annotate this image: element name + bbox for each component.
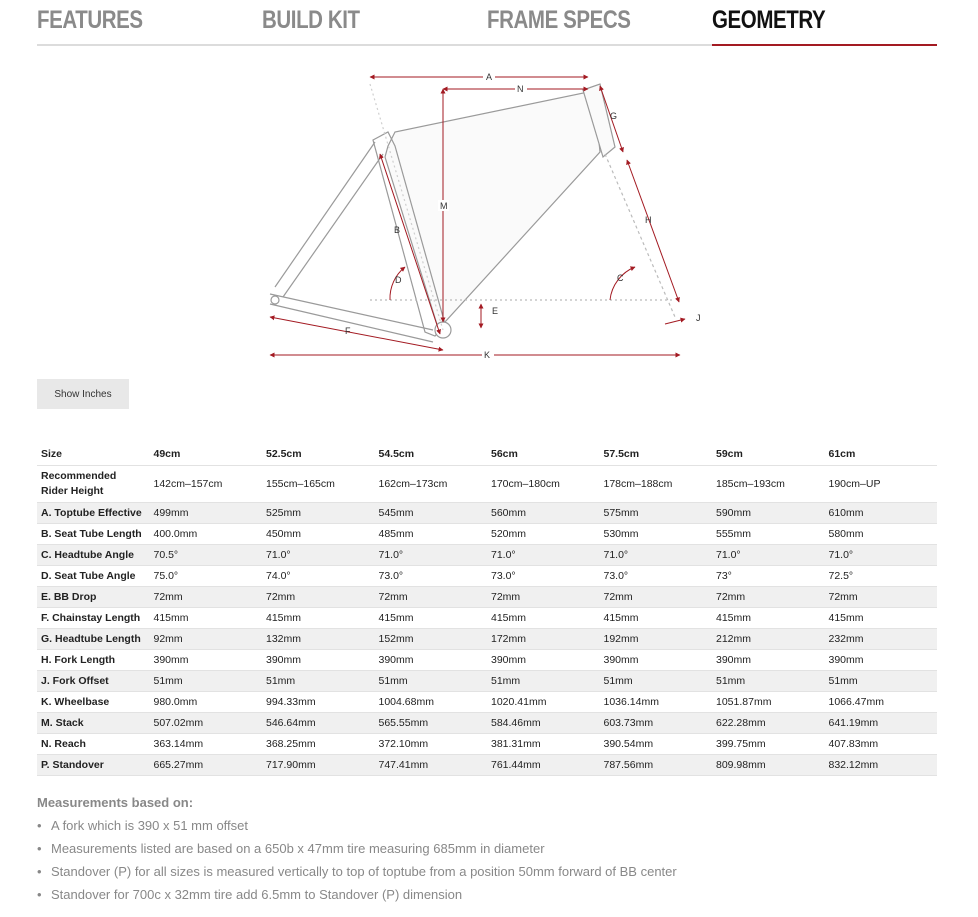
table-row — [37, 524, 937, 545]
table-cell: 381.31mm — [487, 734, 600, 755]
table-row — [37, 713, 937, 734]
header-cell: 52.5cm — [262, 443, 375, 466]
table-cell: 415mm — [487, 608, 600, 629]
table-row — [37, 587, 937, 608]
table-cell: 92mm — [150, 629, 263, 650]
table-cell: 185cm–193cm — [712, 466, 825, 503]
row-label: K. Wheelbase — [37, 692, 150, 713]
note-item: • Standover (P) for all sizes is measured vertically to top of toptube from a position 50mm forward of BB center — [51, 860, 937, 883]
table-cell: 1051.87mm — [712, 692, 825, 713]
table-cell: 641.19mm — [825, 713, 938, 734]
table-cell: 72mm — [825, 587, 938, 608]
label-f: F — [345, 326, 351, 336]
row-label: C. Headtube Angle — [37, 545, 150, 566]
row-label: H. Fork Length — [37, 650, 150, 671]
label-c: C — [617, 273, 624, 283]
table-cell: 232mm — [825, 629, 938, 650]
table-cell: 73.0° — [375, 566, 488, 587]
table-cell: 761.44mm — [487, 755, 600, 776]
table-cell: 407.83mm — [825, 734, 938, 755]
label-e: E — [492, 306, 499, 316]
table-cell: 51mm — [825, 671, 938, 692]
table-cell: 565.55mm — [375, 713, 488, 734]
table-cell: 1020.41mm — [487, 692, 600, 713]
row-label: D. Seat Tube Angle — [37, 566, 150, 587]
table-cell: 72mm — [375, 587, 488, 608]
table-row — [37, 545, 937, 566]
notes-title: Measurements based on: — [37, 795, 194, 810]
table-cell: 832.12mm — [825, 755, 938, 776]
table-cell: 72mm — [262, 587, 375, 608]
table-cell: 390mm — [712, 650, 825, 671]
label-d: D — [395, 275, 402, 285]
table-row — [37, 755, 937, 776]
table-row — [37, 608, 937, 629]
row-label: M. Stack — [37, 713, 150, 734]
table-cell: 610mm — [825, 503, 938, 524]
table-cell: 73.0° — [487, 566, 600, 587]
tab-underline — [37, 44, 712, 46]
table-cell: 71.0° — [487, 545, 600, 566]
header-cell: 57.5cm — [600, 443, 713, 466]
measurement-notes — [37, 795, 937, 906]
tab-geometry[interactable]: GEOMETRY — [712, 6, 826, 34]
table-cell: 390mm — [487, 650, 600, 671]
table-row — [37, 629, 937, 650]
header-cell: 49cm — [150, 443, 263, 466]
table-cell: 390mm — [825, 650, 938, 671]
label-a: A — [486, 72, 493, 82]
table-cell: 575mm — [600, 503, 713, 524]
table-cell: 372.10mm — [375, 734, 488, 755]
table-cell: 162cm–173cm — [375, 466, 488, 503]
table-cell: 72mm — [600, 587, 713, 608]
table-cell: 70.5° — [150, 545, 263, 566]
table-cell: 51mm — [600, 671, 713, 692]
table-cell: 747.41mm — [375, 755, 488, 776]
table-cell: 400.0mm — [150, 524, 263, 545]
label-b: B — [394, 225, 401, 235]
table-cell: 71.0° — [600, 545, 713, 566]
table-cell: 450mm — [262, 524, 375, 545]
table-cell: 51mm — [150, 671, 263, 692]
show-inches-button[interactable]: Show Inches — [37, 379, 129, 409]
note-item: • A fork which is 390 x 51 mm offset — [51, 814, 937, 837]
table-cell: 390.54mm — [600, 734, 713, 755]
note-item: • Measurements listed are based on a 650b x 47mm tire measuring 685mm in diameter — [51, 837, 937, 860]
label-n: N — [517, 84, 524, 94]
table-cell: 622.28mm — [712, 713, 825, 734]
row-label: J. Fork Offset — [37, 671, 150, 692]
table-cell: 499mm — [150, 503, 263, 524]
table-cell: 530mm — [600, 524, 713, 545]
label-g: G — [610, 111, 618, 121]
table-row — [37, 734, 937, 755]
table-row — [37, 671, 937, 692]
row-label: G. Headtube Length — [37, 629, 150, 650]
table-cell: 555mm — [712, 524, 825, 545]
table-cell: 1036.14mm — [600, 692, 713, 713]
table-cell: 75.0° — [150, 566, 263, 587]
header-cell: 56cm — [487, 443, 600, 466]
table-cell: 390mm — [375, 650, 488, 671]
table-cell: 73.0° — [600, 566, 713, 587]
notes-list — [37, 814, 937, 906]
table-cell: 71.0° — [375, 545, 488, 566]
header-size: Size — [37, 443, 150, 466]
table-cell: 1066.47mm — [825, 692, 938, 713]
table-cell: 71.0° — [825, 545, 938, 566]
table-row — [37, 692, 937, 713]
table-cell: 980.0mm — [150, 692, 263, 713]
table-cell: 142cm–157cm — [150, 466, 263, 503]
table-cell: 51mm — [487, 671, 600, 692]
table-cell: 73° — [712, 566, 825, 587]
table-row — [37, 650, 937, 671]
table-cell: 71.0° — [262, 545, 375, 566]
table-cell: 72mm — [487, 587, 600, 608]
table-cell: 546.64mm — [262, 713, 375, 734]
table-cell: 178cm–188cm — [600, 466, 713, 503]
table-cell: 368.25mm — [262, 734, 375, 755]
table-cell: 520mm — [487, 524, 600, 545]
table-cell: 415mm — [825, 608, 938, 629]
row-label: P. Standover — [37, 755, 150, 776]
table-cell: 71.0° — [712, 545, 825, 566]
table-cell: 390mm — [150, 650, 263, 671]
table-cell: 717.90mm — [262, 755, 375, 776]
table-cell: 415mm — [712, 608, 825, 629]
table-cell: 415mm — [600, 608, 713, 629]
table-cell: 170cm–180cm — [487, 466, 600, 503]
table-cell: 560mm — [487, 503, 600, 524]
table-cell: 155cm–165cm — [262, 466, 375, 503]
table-cell: 415mm — [150, 608, 263, 629]
tab-frame-specs[interactable]: FRAME SPECS — [487, 6, 631, 34]
row-label: E. BB Drop — [37, 587, 150, 608]
table-cell: 809.98mm — [712, 755, 825, 776]
table-header-row — [37, 443, 937, 466]
table-cell: 51mm — [375, 671, 488, 692]
header-cell: 54.5cm — [375, 443, 488, 466]
table-cell: 584.46mm — [487, 713, 600, 734]
table-row — [37, 566, 937, 587]
table-cell: 192mm — [600, 629, 713, 650]
row-label: N. Reach — [37, 734, 150, 755]
table-cell: 994.33mm — [262, 692, 375, 713]
table-cell: 72mm — [150, 587, 263, 608]
label-h: H — [645, 215, 652, 225]
table-row — [37, 503, 937, 524]
row-label: A. Toptube Effective — [37, 503, 150, 524]
row-label: F. Chainstay Length — [37, 608, 150, 629]
geometry-diagram — [255, 62, 715, 367]
table-cell: 390mm — [600, 650, 713, 671]
geometry-table — [37, 443, 937, 776]
table-cell: 590mm — [712, 503, 825, 524]
table-cell: 132mm — [262, 629, 375, 650]
note-item: • Standover for 700c x 32mm tire add 6.5mm to Standover (P) dimension — [51, 883, 937, 906]
table-cell: 415mm — [375, 608, 488, 629]
table-cell: 74.0° — [262, 566, 375, 587]
table-cell: 1004.68mm — [375, 692, 488, 713]
table-cell: 172mm — [487, 629, 600, 650]
frame-outline — [270, 84, 675, 342]
table-cell: 51mm — [262, 671, 375, 692]
tab-bar — [37, 0, 937, 47]
table-cell: 580mm — [825, 524, 938, 545]
table-cell: 485mm — [375, 524, 488, 545]
table-cell: 507.02mm — [150, 713, 263, 734]
label-m: M — [440, 201, 448, 211]
tab-build-kit[interactable]: BUILD KIT — [262, 6, 360, 34]
table-cell: 603.73mm — [600, 713, 713, 734]
table-cell: 525mm — [262, 503, 375, 524]
table-cell: 415mm — [262, 608, 375, 629]
table-cell: 545mm — [375, 503, 488, 524]
table-cell: 190cm–UP — [825, 466, 938, 503]
table-cell: 399.75mm — [712, 734, 825, 755]
table-cell: 390mm — [262, 650, 375, 671]
row-label: B. Seat Tube Length — [37, 524, 150, 545]
row-label: Recommended Rider Height — [37, 466, 150, 503]
table-cell: 665.27mm — [150, 755, 263, 776]
tab-active-underline — [712, 44, 937, 46]
table-cell: 787.56mm — [600, 755, 713, 776]
table-cell: 152mm — [375, 629, 488, 650]
header-cell: 61cm — [825, 443, 938, 466]
header-cell: 59cm — [712, 443, 825, 466]
label-k: K — [484, 350, 491, 360]
table-cell: 212mm — [712, 629, 825, 650]
table-cell: 363.14mm — [150, 734, 263, 755]
table-cell: 51mm — [712, 671, 825, 692]
tab-features[interactable]: FEATURES — [37, 6, 143, 34]
table-row — [37, 466, 937, 503]
table-cell: 72.5° — [825, 566, 938, 587]
table-cell: 72mm — [712, 587, 825, 608]
label-j: J — [696, 313, 701, 323]
